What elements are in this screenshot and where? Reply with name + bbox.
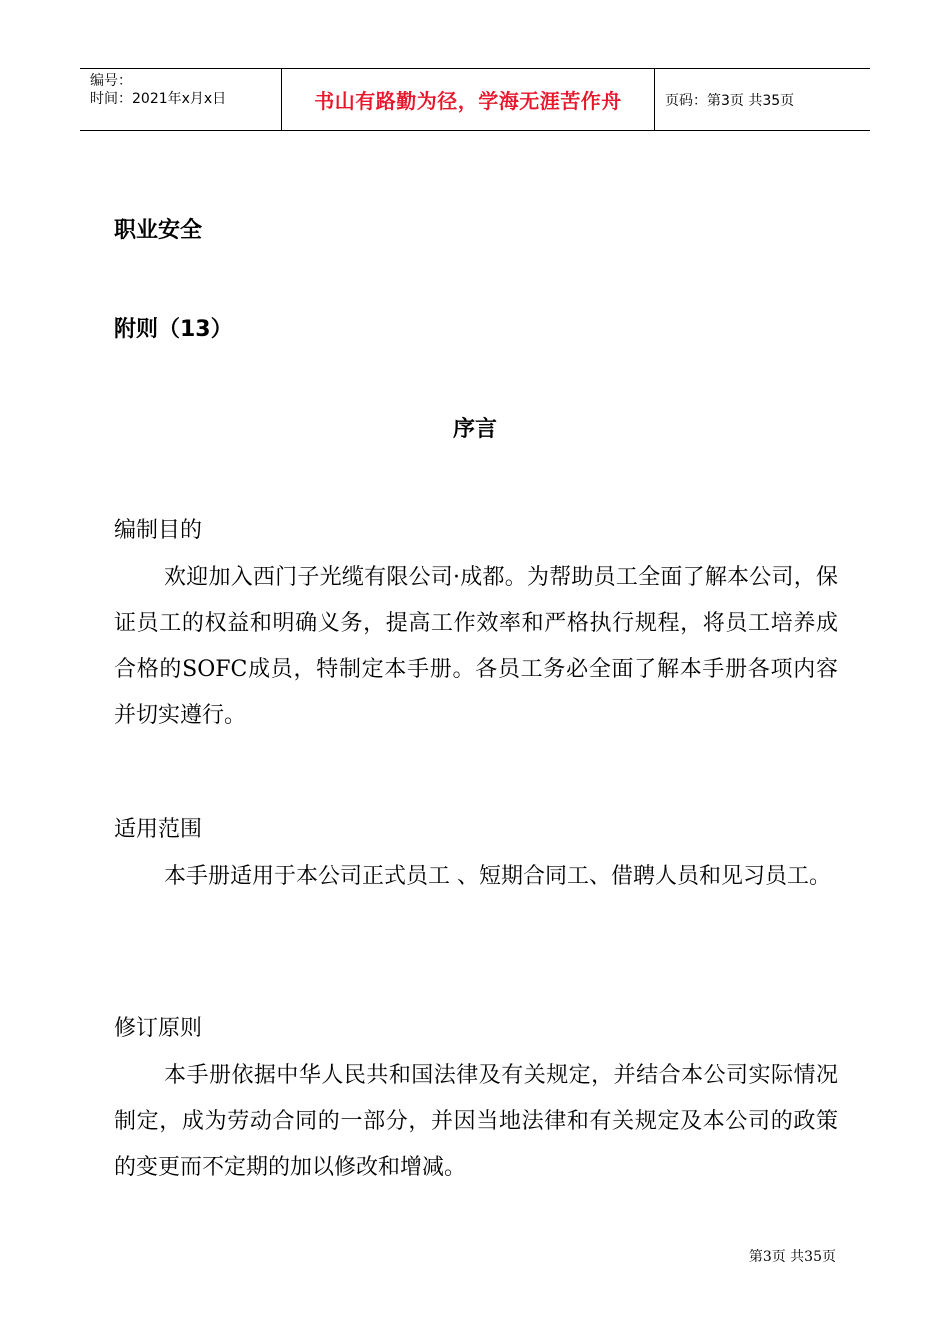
- section-heading: 修订原则: [114, 1016, 203, 1041]
- page-title: 序言: [452, 417, 497, 442]
- footer-page-info: 第3页 共35页: [748, 1249, 836, 1265]
- header-motto-cell: [281, 69, 655, 130]
- number-label: 编号：: [90, 73, 132, 89]
- section-body: 本手册适用于本公司正式员工 、短期合同工、借聘人员和见习员工。: [164, 864, 831, 889]
- section-body: 本手册依据中华人民共和国法律及有关规定，并结合本公司实际情况制定，成为劳动合同的一部分，并因当地法律和有关规定及本公司的政策的变更而不定期的加以修改和增减。: [114, 1063, 838, 1180]
- header-table: [80, 68, 870, 131]
- section-heading: 编制目的: [114, 518, 203, 543]
- header-page-info: 页码：第3页 共35页: [665, 92, 795, 109]
- time-label: 时间：2021年x月x日: [90, 91, 227, 107]
- section-heading: 适用范围: [114, 817, 203, 842]
- motto: 书山有路勤为径，学海无涯苦作舟: [314, 89, 622, 113]
- toc-item-appendix: 附则（13）: [114, 317, 233, 342]
- section-body: 欢迎加入西门子光缆有限公司·成都。为帮助员工全面了解本公司，保证员工的权益和明确义务，提高工作效率和严格执行规程，将员工培养成合格的SOFC成员，特制定本手册。各员工务必全面了解本手册各项内容并切实遵行。: [114, 565, 838, 728]
- toc-item-occupational-safety: 职业安全: [114, 218, 203, 243]
- header-meta: [80, 69, 281, 130]
